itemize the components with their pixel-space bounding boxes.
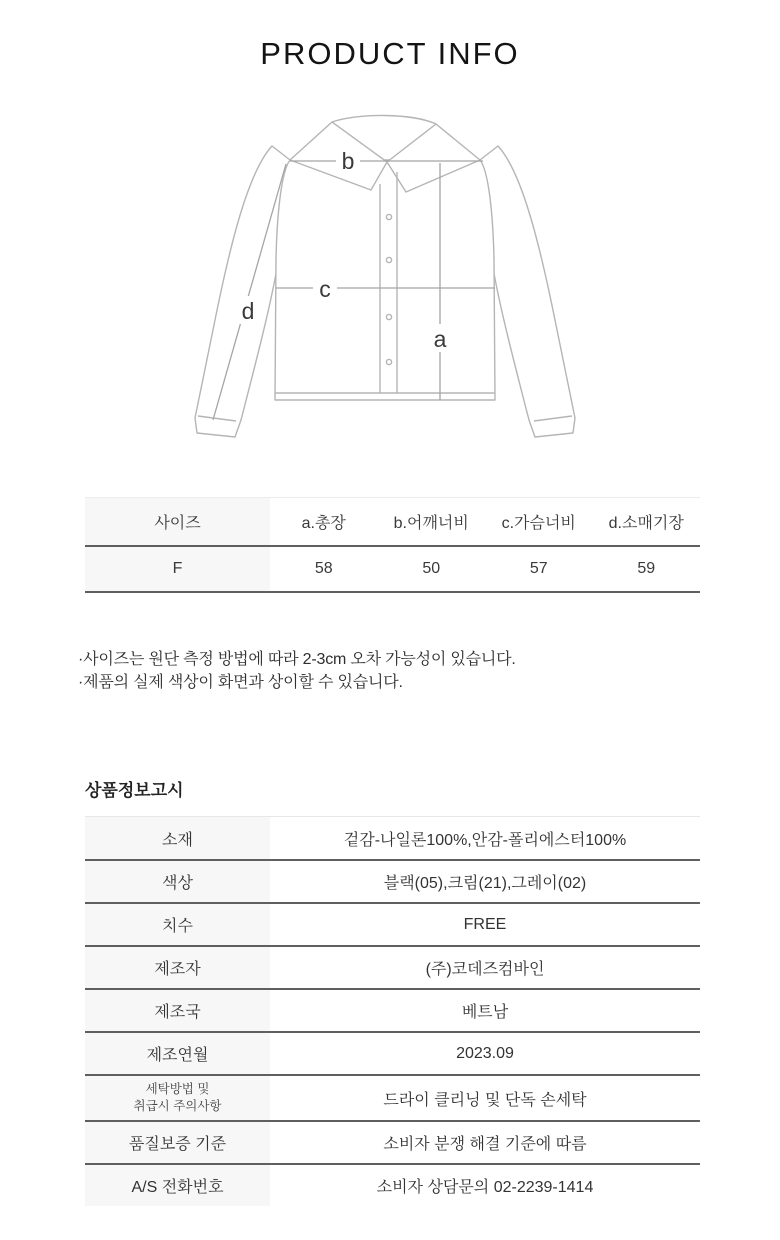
size-notes <box>78 648 698 694</box>
button <box>386 257 391 262</box>
row-value-care: 드라이 클리닝 및 단독 손세탁 <box>383 1091 587 1109</box>
row-label-as-phone: A/S 전화번호 <box>85 1165 270 1206</box>
table-row <box>85 988 700 1031</box>
row-label-material: 소재 <box>85 817 270 859</box>
care-label-line1: 세탁방법 및 <box>145 1082 210 1096</box>
size-header-size: 사이즈 <box>85 498 270 545</box>
note-line: ·사이즈는 원단 측정 방법에 따라 2-3cm 오차 가능성이 있습니다. <box>78 651 516 668</box>
row-value-warranty: 소비자 분쟁 해결 기준에 따름 <box>383 1136 587 1153</box>
table-row <box>85 859 700 902</box>
table-row <box>85 1120 700 1163</box>
row-value-color: 블랙(05),크림(21),그레이(02) <box>383 875 587 892</box>
size-header-length: a.총장 <box>301 515 346 532</box>
button <box>386 314 391 319</box>
button <box>386 214 391 219</box>
diagram-label-b: b <box>341 148 355 174</box>
row-value-material: 겉감-나일론100%,안감-폴리에스터100% <box>343 831 627 849</box>
table-row <box>85 945 700 988</box>
diagram-label-d: d <box>241 298 255 324</box>
page-title: PRODUCT INFO <box>260 36 520 71</box>
row-label-date: 제조연월 <box>85 1033 270 1074</box>
table-row <box>85 1074 700 1120</box>
row-value-as-phone: 소비자 상담문의 02-2239-1414 <box>376 1179 594 1196</box>
note-line: ·제품의 실제 색상이 화면과 상이할 수 있습니다. <box>78 674 403 691</box>
table-row <box>85 902 700 945</box>
size-header-shoulder: b.어깨너비 <box>393 515 469 532</box>
size-header-chest: c.가슴너비 <box>501 515 576 532</box>
row-value-manufacturer: (주)코데즈컴바인 <box>425 961 545 978</box>
row-value-country: 베트남 <box>461 1004 509 1021</box>
size-value-size: F <box>85 547 270 591</box>
jacket-line-drawing <box>180 110 600 450</box>
diagram-label-a: a <box>433 326 447 352</box>
size-table-data-row <box>85 547 700 593</box>
row-label-country: 제조국 <box>85 990 270 1031</box>
table-row <box>85 816 700 859</box>
size-value-sleeve: 59 <box>637 560 656 577</box>
table-row <box>85 1031 700 1074</box>
jacket-measurement-diagram <box>180 110 600 450</box>
table-row <box>85 1163 700 1206</box>
size-value-shoulder: 50 <box>422 560 441 577</box>
size-value-chest: 57 <box>529 560 548 577</box>
size-header-sleeve: d.소매기장 <box>608 515 684 532</box>
jacket-body <box>275 160 495 400</box>
size-table <box>85 497 700 593</box>
info-section-title: 상품정보고시 <box>85 781 184 800</box>
collar-band <box>332 115 436 124</box>
row-value-size: FREE <box>463 915 507 933</box>
row-label-color: 색상 <box>85 861 270 902</box>
care-label-line2: 취급시 주의사항 <box>133 1099 222 1113</box>
size-table-header-row <box>85 497 700 547</box>
row-label-care <box>85 1076 270 1120</box>
product-disclosure-table <box>85 816 700 1206</box>
row-label-manufacturer: 제조자 <box>85 947 270 988</box>
row-label-size: 치수 <box>85 904 270 945</box>
size-value-length: 58 <box>314 560 333 577</box>
row-label-warranty: 품질보증 기준 <box>85 1122 270 1163</box>
diagram-label-c: c <box>319 276 331 302</box>
button <box>386 359 391 364</box>
row-value-date: 2023.09 <box>456 1044 514 1062</box>
